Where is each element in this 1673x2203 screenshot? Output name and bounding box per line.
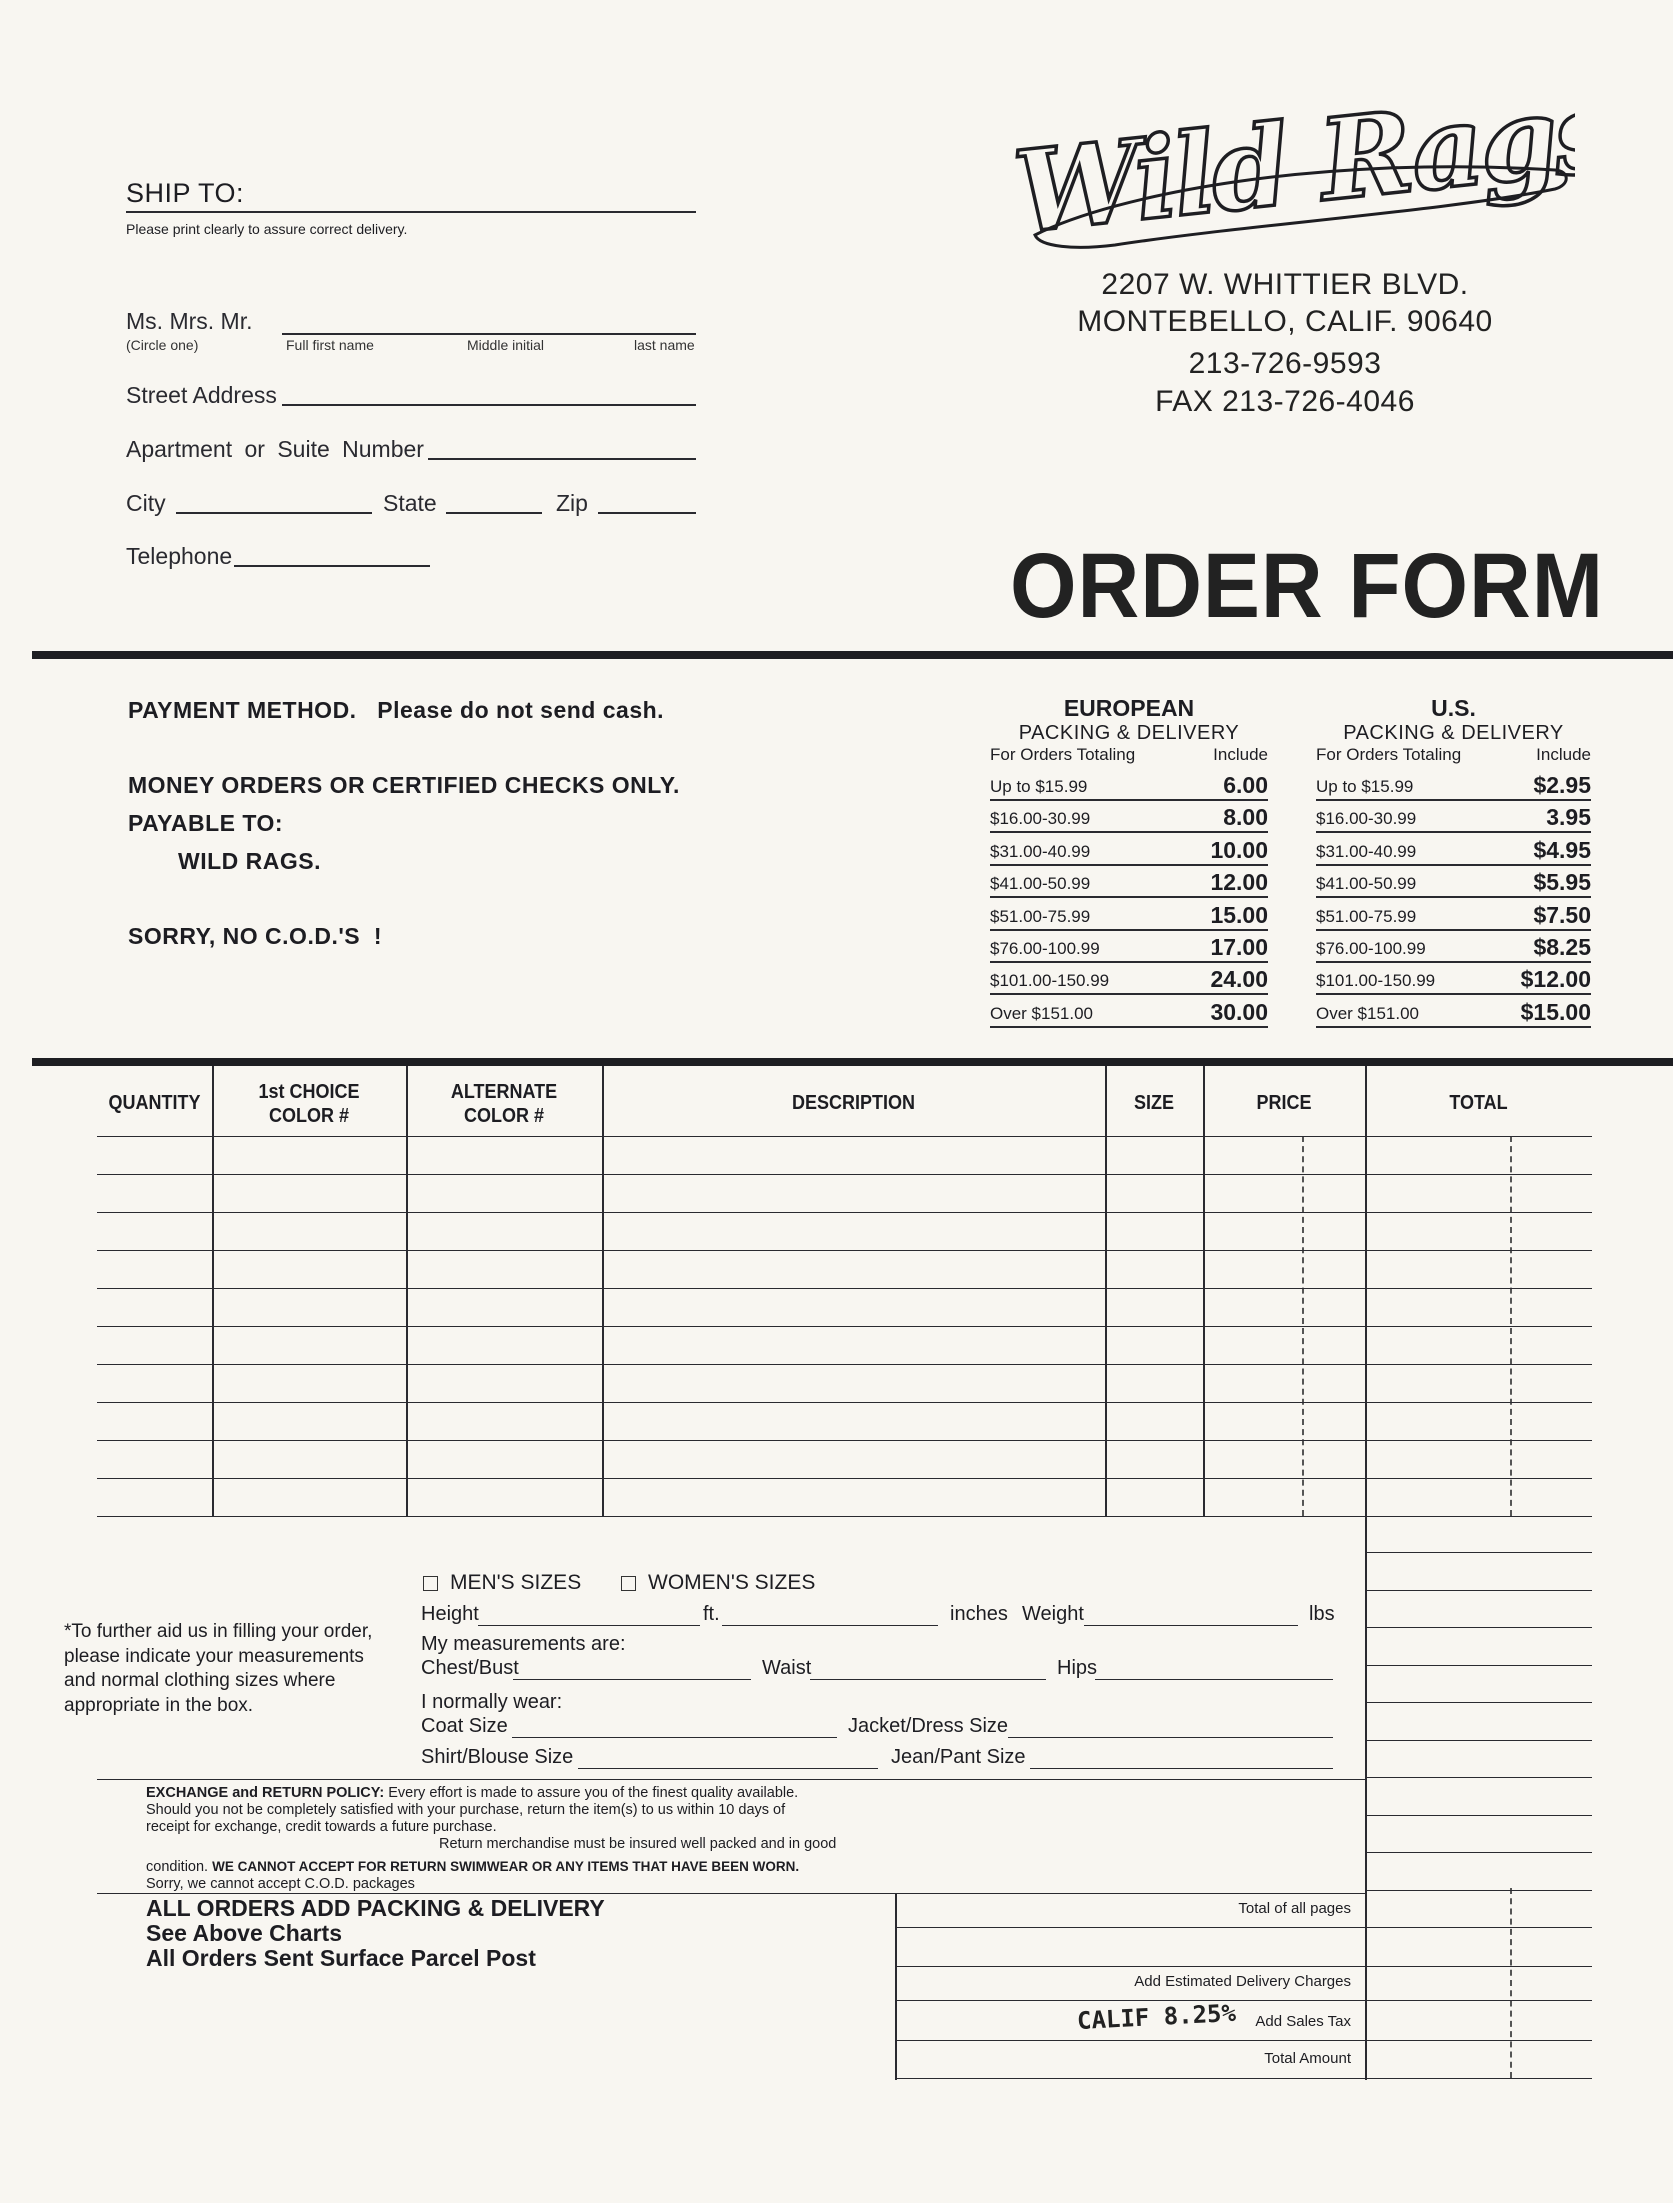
us-rate-row [1316,864,1591,898]
payment-money-orders: MONEY ORDERS OR CERTIFIED CHECKS ONLY. [128,772,680,798]
policy-line5b: WE CANNOT ACCEPT FOR RETURN SWIMWEAR OR ANY ITEMS THAT HAVE BEEN WORN. [212,1859,800,1874]
normally-wear-label: I normally wear: [421,1691,563,1713]
full-first-name-caption: Full first name [286,337,374,353]
coat-size-field[interactable] [512,1737,837,1738]
col-price: PRICE [1256,1092,1312,1114]
womens-sizes-label: WOMEN'S SIZES [648,1571,816,1594]
last-name-caption: last name [634,337,695,353]
total-row[interactable] [1365,1665,1592,1666]
european-rate-range: Over $151.00 [990,1003,1094,1023]
hips-label: Hips [1057,1657,1098,1679]
table-row[interactable] [97,1250,1592,1251]
european-rate-amount: 30.00 [1210,998,1268,1025]
shirt-size-label: Shirt/Blouse Size [421,1746,574,1768]
womens-sizes-checkbox[interactable] [621,1576,636,1591]
col-alternate [416,1080,592,1128]
us-rate-row [1316,767,1591,801]
totals-row[interactable] [895,2000,1592,2001]
company-address-line1: 2207 W. WHITTIER BLVD. [1101,268,1469,301]
table-row[interactable] [97,1288,1592,1289]
city-field[interactable] [176,512,372,514]
mens-sizes-option[interactable] [423,1571,581,1595]
column-divider [212,1066,214,1516]
sizes-note: *To further aid us in filling your order, please indicate your measurements and normal clothing sizes where appropriate in the box. [64,1621,373,1716]
european-rate-row [990,929,1268,963]
us-rate-range: $31.00-40.99 [1316,841,1417,861]
total-row[interactable] [1365,1590,1592,1591]
return-policy [146,1785,926,1893]
header-divider [32,651,1673,659]
column-divider [406,1066,408,1516]
telephone-field[interactable] [234,565,430,567]
total-all-pages-label: Total of all pages [1238,1900,1351,1917]
european-rate-amount: 24.00 [1210,966,1268,993]
form-title: ORDER FORM [1010,535,1604,637]
state-label: State [383,490,437,516]
hips-field[interactable] [1095,1679,1333,1680]
total-row[interactable] [1365,1552,1592,1553]
policy-divider [97,1893,1365,1894]
european-rate-range: $101.00-150.99 [990,971,1110,991]
height-label: Height [421,1603,479,1625]
totals-row[interactable] [895,2040,1592,2041]
us-title: U.S. [1431,695,1476,721]
table-row[interactable] [97,1326,1592,1327]
height-ft-field[interactable] [478,1625,700,1626]
waist-label: Waist [762,1657,812,1679]
us-col-totaling: For Orders Totaling [1316,745,1462,764]
zip-field[interactable] [598,512,696,514]
column-divider [1105,1066,1107,1516]
european-rate-row [990,767,1268,801]
waist-field[interactable] [810,1679,1046,1680]
column-divider [1203,1066,1205,1516]
us-rate-row [1316,929,1591,963]
jean-size-field[interactable] [1030,1768,1333,1769]
total-row[interactable] [1365,1702,1592,1703]
policy-line1: Every effort is made to assure you of the finest quality available. [388,1785,799,1801]
us-rate-amount: $5.95 [1533,869,1591,896]
column-divider [602,1066,604,1516]
european-rate-row [990,897,1268,931]
us-rate-range: $16.00-30.99 [1316,809,1417,829]
policy-line4: Return merchandise must be insured well packed and in good [439,1836,837,1852]
european-rate-amount: 8.00 [1223,804,1268,831]
zip-label: Zip [556,490,588,516]
european-rate-row [990,799,1268,833]
european-subtitle: PACKING & DELIVERY [1018,722,1240,744]
name-field[interactable] [282,333,696,335]
european-rate-range: $16.00-30.99 [990,809,1091,829]
payment-no-cod: SORRY, NO C.O.D.'S ! [128,923,383,949]
rates-divider [32,1058,1673,1066]
handwritten-tax-rate: CALIF 8.25% [1076,1998,1237,2036]
us-rate-rows [1316,767,1591,1027]
total-row[interactable] [1365,1890,1592,1891]
all-orders-line2: See Above Charts [146,1920,342,1946]
shirt-size-field[interactable] [578,1768,878,1769]
us-rate-row [1316,994,1591,1028]
us-rate-range: $51.00-75.99 [1316,906,1417,926]
wild-rags-logo-art [995,85,1575,265]
european-rate-amount: 15.00 [1210,901,1268,928]
street-address-field[interactable] [282,404,696,406]
middle-initial-caption: Middle initial [467,337,545,353]
chest-label: Chest/Bust [421,1657,519,1679]
mens-sizes-label: MEN'S SIZES [450,1571,582,1594]
us-rate-amount: $12.00 [1520,966,1591,993]
table-row[interactable] [97,1478,1592,1479]
state-field[interactable] [446,512,542,514]
us-rate-row [1316,832,1591,866]
us-rate-amount: $8.25 [1533,934,1591,960]
policy-line3: receipt for exchange, credit towards a future purchase. [146,1819,497,1835]
measurements-label: My measurements are: [421,1633,626,1655]
all-orders-note [146,1896,605,1971]
ship-to-underline [126,211,696,213]
european-rate-amount: 17.00 [1210,934,1268,960]
european-rates [990,695,1268,1027]
sizes-box-bottom [97,1779,1365,1780]
col-first-choice [222,1080,397,1128]
col-alternate-line1: ALTERNATE [450,1081,558,1103]
policy-line5a: condition. [146,1859,209,1875]
policy-title: EXCHANGE and RETURN POLICY: [146,1785,385,1801]
european-rate-row [990,864,1268,898]
total-row[interactable] [1365,1740,1592,1741]
company-fax: FAX 213-726-4046 [1155,385,1415,418]
european-rate-row [990,994,1268,1028]
col-total: TOTAL [1449,1092,1508,1114]
european-rate-amount: 10.00 [1210,836,1268,863]
payment-heading: PAYMENT METHOD. Please do not send cash. [128,697,665,723]
totals-row[interactable] [895,2078,1592,2079]
weight-label: Weight [1022,1603,1084,1625]
total-amount-label: Total Amount [1264,2050,1351,2067]
street-address-label: Street Address [126,382,277,408]
totals-row[interactable] [895,1927,1592,1928]
jacket-size-label: Jacket/Dress Size [848,1715,1009,1737]
ship-to-title: SHIP TO: [126,178,245,208]
us-rate-range: Over $151.00 [1316,1003,1420,1023]
us-rate-row [1316,897,1591,931]
ship-to-note: Please print clearly to assure correct delivery. [126,221,408,237]
us-rate-amount: $4.95 [1533,836,1591,863]
us-rate-range: Up to $15.99 [1316,777,1414,796]
european-rate-row [990,832,1268,866]
jacket-size-field[interactable] [1008,1737,1333,1738]
table-row[interactable] [97,1440,1592,1441]
salutation-label: Ms. Mrs. Mr. [126,308,253,334]
us-rate-row [1316,961,1591,995]
european-col-totaling: For Orders Totaling [990,745,1136,764]
company-phone: 213-726-9593 [1188,347,1382,380]
payment-payable-to: PAYABLE TO: [128,810,284,836]
european-rate-range: $31.00-40.99 [990,841,1091,861]
payment-payee: WILD RAGS. [178,848,321,874]
col-alternate-line2: COLOR # [463,1105,545,1127]
chest-field[interactable] [513,1679,751,1680]
european-col-include: Include [1213,745,1268,764]
city-label: City [126,490,166,516]
european-title: EUROPEAN [1063,695,1195,721]
us-rates [1316,695,1591,1027]
apartment-field[interactable] [428,458,696,460]
col-description: DESCRIPTION [791,1092,916,1114]
lbs-label: lbs [1309,1603,1335,1625]
european-rate-amount: 6.00 [1223,772,1268,798]
sales-tax-label: Add Sales Tax [1255,2013,1351,2030]
policy-line2: Should you not be completely satisfied with your purchase, return the item(s) to us within 10 days of [146,1802,786,1818]
european-rate-range: Up to $15.99 [990,777,1088,796]
weight-field[interactable] [1084,1625,1298,1626]
table-row[interactable] [97,1212,1592,1213]
coat-size-label: Coat Size [421,1715,508,1737]
wild-rags-logo [995,85,1575,270]
european-rate-range: $41.00-50.99 [990,874,1091,894]
policy-line6: Sorry, we cannot accept C.O.D. packages [146,1876,415,1892]
telephone-label: Telephone [126,543,233,569]
european-rate-row [990,961,1268,995]
totals-cents-divider [1510,1888,1512,2078]
us-rate-amount: 3.95 [1546,804,1591,831]
european-rate-rows [990,767,1268,1027]
col-quantity: QUANTITY [108,1092,201,1114]
european-rate-range: $76.00-100.99 [990,939,1100,958]
col-first-choice-line2: COLOR # [268,1105,350,1127]
european-rate-range: $51.00-75.99 [990,906,1091,926]
col-size: SIZE [1133,1092,1174,1114]
totals-box-left [895,1893,897,2080]
us-col-include: Include [1536,745,1591,764]
svg-text:Wild Rags: Wild Rags [1008,85,1575,259]
european-rate-amount: 12.00 [1210,869,1268,896]
table-row[interactable] [97,1174,1592,1175]
us-subtitle: PACKING & DELIVERY [1343,722,1564,744]
all-orders-line1: ALL ORDERS ADD PACKING & DELIVERY [146,1895,605,1921]
jean-size-label: Jean/Pant Size [891,1746,1026,1768]
us-rate-range: $76.00-100.99 [1316,939,1426,958]
all-orders-line3: All Orders Sent Surface Parcel Post [146,1945,536,1971]
col-first-choice-line1: 1st CHOICE [258,1081,360,1103]
height-inches-field[interactable] [722,1625,938,1626]
apartment-label: Apartment or Suite Number [126,436,424,462]
mens-sizes-checkbox[interactable] [423,1576,438,1591]
us-rate-amount: $2.95 [1533,772,1591,798]
total-row[interactable] [1365,1777,1592,1778]
us-rate-amount: $15.00 [1520,998,1591,1025]
totals-row[interactable] [895,1966,1592,1967]
us-rate-row [1316,799,1591,833]
table-row[interactable] [97,1364,1592,1365]
us-rate-range: $101.00-150.99 [1316,971,1436,991]
total-row[interactable] [1365,1627,1592,1628]
womens-sizes-option[interactable] [621,1571,815,1595]
ft-label: ft. [703,1603,720,1625]
total-row[interactable] [1365,1815,1592,1816]
table-row[interactable] [97,1136,1592,1137]
company-address-line2: MONTEBELLO, CALIF. 90640 [1077,305,1493,338]
inches-label: inches [950,1603,1008,1625]
total-row[interactable] [1365,1852,1592,1853]
delivery-charges-label: Add Estimated Delivery Charges [1134,1973,1351,1990]
table-row[interactable] [97,1516,1592,1517]
us-rate-range: $41.00-50.99 [1316,874,1417,894]
circle-one-note: (Circle one) [126,337,199,353]
table-row[interactable] [97,1402,1592,1403]
us-rate-amount: $7.50 [1533,901,1591,928]
